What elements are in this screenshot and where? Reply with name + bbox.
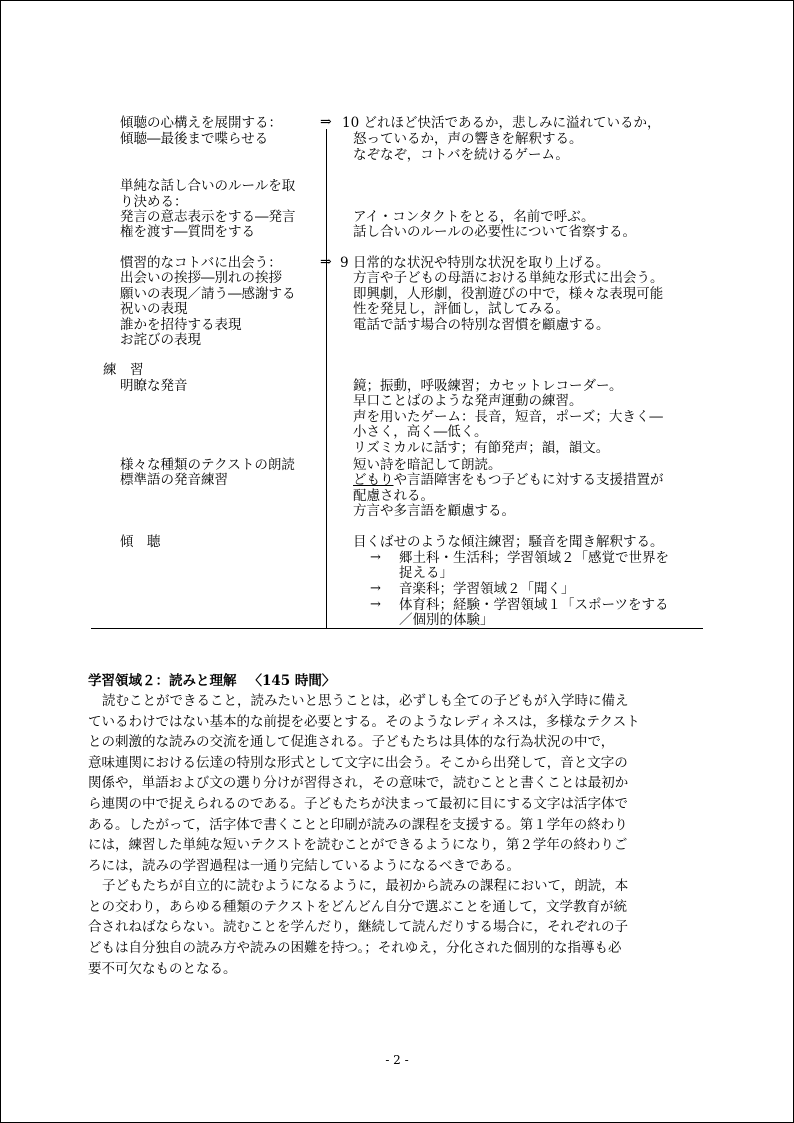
paragraph-line: 意味連関における伝達の特別な形式として文字に出会う。そこから出発して，音と文字の xyxy=(88,755,628,771)
cross-reference: 音楽科；学習領域２「聞く」 xyxy=(399,581,575,597)
page-number: - 2 - xyxy=(385,1053,409,1067)
right-text: リズミカルに話す；有節発声；韻，韻文。 xyxy=(353,440,610,456)
paragraph-line: ら連関の中で捉えられるのである。子どもたちが決まって最初に目にする文字は活字体で xyxy=(88,796,628,812)
right-text: 配慮される。 xyxy=(353,488,434,504)
left-text: 傾聴―最後まで喋らせる xyxy=(120,131,269,147)
paragraph-line: 要不可欠なものとなる。 xyxy=(88,961,237,977)
table-bottom-rule xyxy=(91,628,703,629)
paragraph-line: どもは自分独自の読み方や読みの困難を持つ。；それゆえ，分化された個別的な指導も必 xyxy=(88,940,622,956)
paragraph-line: との刺激的な読みの交流を通して促進される。子どもたちは具体的な行為状況の中で， xyxy=(88,734,615,750)
right-arrow-icon: → xyxy=(370,581,381,596)
left-text: 発言の意志表示をする―発言 xyxy=(120,209,296,225)
cross-reference: 捉える」 xyxy=(399,565,453,581)
cross-reference: 体育科；経験・学習領域１「スポーツをする xyxy=(399,597,669,613)
right-arrow-icon: → xyxy=(370,550,381,565)
left-text: 願いの表現／請う―感謝する xyxy=(120,286,296,302)
right-text: 9 日常的な状況や特別な状況を取り上げる。 xyxy=(340,255,610,271)
section-hours: 〈145 時間〉 xyxy=(248,673,336,689)
left-text: 祝いの表現 xyxy=(120,301,188,317)
right-text: 方言や子どもの母語における単純な形式に出会う。 xyxy=(353,270,664,286)
right-text: 電話で話す場合の特別な習慣を顧慮する。 xyxy=(353,317,610,333)
left-text: 出会いの挨拶―別れの挨拶 xyxy=(120,270,282,286)
paragraph-line: 子どもたちが自立的に読むようになるように，最初から読みの課程において，朗読，本 xyxy=(102,878,629,894)
cross-reference: ／個別的体験」 xyxy=(399,612,494,628)
right-text: なぞなぞ，コトバを続けるゲーム。 xyxy=(353,147,569,163)
cross-reference: 郷土科・生活科；学習領域２「感覚で世界を xyxy=(399,550,669,566)
section-title xyxy=(88,673,335,689)
paragraph-line: との交わり，あらゆる種類のテクストをどんどん自分で選ぶことを通して，文学教育が統 xyxy=(88,899,628,915)
right-text xyxy=(353,472,664,488)
left-text: 権を渡す―質問をする xyxy=(120,224,255,240)
left-text: 単純な話し合いのルールを取 xyxy=(120,178,296,194)
paragraph-line: ろには，読みの学習過程は一通り完結しているようになるべきである。 xyxy=(88,858,520,874)
paragraph-line: ある。したがって，活字体で書くことと印刷が読みの課程を支援する。第１学年の終わり xyxy=(88,817,628,833)
right-text: 短い詩を暗記して朗読。 xyxy=(353,457,502,473)
left-text: 様々な種類のテクストの朗読 xyxy=(120,457,295,473)
left-text: 誰かを招待する表現 xyxy=(120,317,242,333)
underlined-term: どもり xyxy=(353,472,394,488)
right-text: 話し合いのルールの必要性について省察する。 xyxy=(353,224,636,240)
right-text: 目くばせのような傾注練習；騒音を聞き解釈する。 xyxy=(353,534,664,550)
left-text: 傾聴の心構えを展開する： xyxy=(120,115,282,131)
section-heading: 練 習 xyxy=(103,362,144,378)
right-text: アイ・コンタクトをとる，名前で呼ぶ。 xyxy=(353,209,595,225)
left-text: 明瞭な発音 xyxy=(120,378,188,394)
left-text: り決める： xyxy=(120,194,188,210)
paragraph-line: には，練習した単純な短いテクストを読むことができるようになり，第２学年の終わりご xyxy=(88,837,628,853)
right-text: 早口ことばのような発声運動の練習。 xyxy=(353,393,583,409)
right-text: 小さく，高く―低く。 xyxy=(353,424,488,440)
right-text: 怒っているか，声の響きを解釈する。 xyxy=(353,131,583,147)
double-arrow-icon: ⇒ xyxy=(320,254,332,270)
table-vertical-divider xyxy=(326,129,327,629)
paragraph-line: 関係や，単語および文の選り分けが習得され，その意味で，読むことと書くことは最初か xyxy=(88,775,629,791)
right-text: 10 どれほど快活であるか，悲しみに溢れているか， xyxy=(342,115,661,131)
right-text: 即興劇，人形劇，役割遊びの中で，様々な表現可能 xyxy=(353,286,664,302)
section-title-text: 学習領域２：読みと理解 xyxy=(88,673,237,689)
right-text: 声を用いたゲーム：長音，短音，ポーズ；大きく― xyxy=(353,409,663,425)
paragraph-line: 合されねばならない。読むことを学んだり，継続して読んだりする場合に，それぞれの子 xyxy=(88,919,628,935)
paragraph-line: 読むことができること，読みたいと思うことは，必ずしも全ての子どもが入学時に備え xyxy=(102,693,629,709)
left-text: 慣習的なコトバに出会う： xyxy=(120,255,282,271)
left-text: 傾 聴 xyxy=(120,534,161,550)
right-text: 性を発見し，評価し，試してみる。 xyxy=(353,301,569,317)
right-text-rest: や言語障害をもつ子どもに対する支援措置が xyxy=(393,472,664,488)
right-text: 鏡；振動，呼吸練習；カセットレコーダー。 xyxy=(353,378,623,394)
right-arrow-icon: → xyxy=(370,597,381,612)
left-text: 標準語の発音練習 xyxy=(120,472,228,488)
left-text: お詫びの表現 xyxy=(120,332,201,348)
right-text: 方言や多言語を顧慮する。 xyxy=(353,503,515,519)
double-arrow-icon: ⇒ xyxy=(320,114,332,130)
paragraph-line: ているわけではない基本的な前提を必要とする。そのようなレディネスは，多様なテクスト xyxy=(88,714,640,730)
